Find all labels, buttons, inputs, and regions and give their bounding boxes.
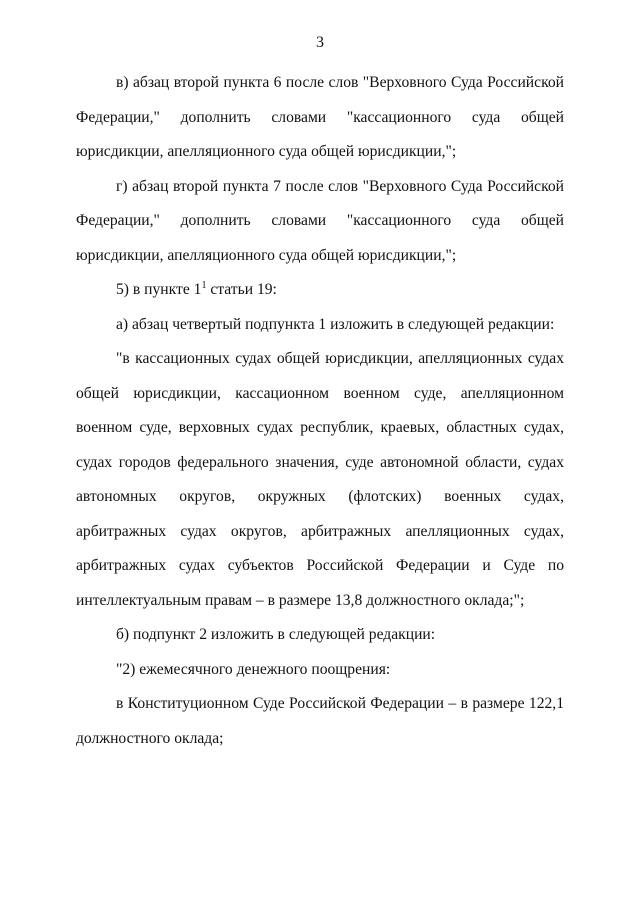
item-5-text-start: 5) в пункте 1 xyxy=(116,281,202,298)
paragraph-constitutional-court: в Конституционном Суде Российской Федерации – в размере 122,1 должностного оклада; xyxy=(76,695,564,747)
paragraph-item-5 xyxy=(76,273,564,308)
page-number: 3 xyxy=(316,34,324,51)
item-5-superscript: 1 xyxy=(201,280,207,291)
item-5-text-end: статьи 19: xyxy=(206,281,277,298)
paragraph-quote-courts: "в кассационных судах общей юрисдикции, апелляционных судах общей юрисдикции, кассационном военном суде, апелляционном военном суде, верховных судах республик, краевых, областных судах, судах городов федерального значения, суде автономной области, судах автономных округов, окружных (флотских) военных судах, арбитражных судах округов, арбитражных апелляционных судах, арбитражных судах субъектов Российской Федерации и Суде по интеллектуальным правам – в размере 13,8 должностного оклада;"; xyxy=(76,350,564,609)
paragraph-a: а) абзац четвертый подпункта 1 изложить в следующей редакции: xyxy=(116,315,555,333)
paragraph-monthly-bonus: "2) ежемесячного денежного поощрения: xyxy=(116,660,391,678)
document-body xyxy=(76,66,564,756)
paragraph-b: б) подпункт 2 изложить в следующей редакции: xyxy=(116,626,436,643)
paragraph-g: г) абзац второй пункта 7 после слов "Верховного Суда Российской Федерации," дополнить словами "кассационного суда общей юрисдикции, апелляционного суда общей юрисдикции,"; xyxy=(76,177,564,264)
paragraph-v: в) абзац второй пункта 6 после слов "Верховного Суда Российской Федерации," дополнить словами "кассационного суда общей юрисдикции, апелляционного суда общей юрисдикции,"; xyxy=(76,74,564,160)
